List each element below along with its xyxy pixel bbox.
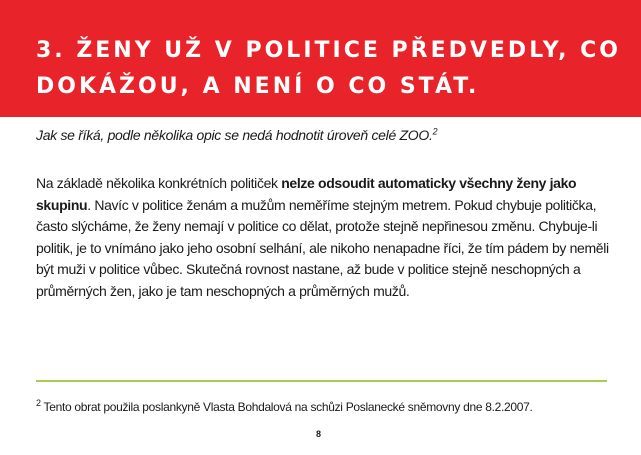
footnote bbox=[36, 398, 626, 416]
chapter-header bbox=[0, 0, 641, 117]
intro-quote bbox=[36, 125, 626, 145]
body-text-bold: nelze odsoudit automaticky všechny ženy jako skupinu bbox=[36, 175, 577, 213]
footnote-text: Tento obrat použila poslankyně Vlasta Bohdalová na schůzi Poslanecké sněmovny dne 8.2.2007. bbox=[43, 400, 533, 414]
page-number: 8 bbox=[316, 429, 322, 439]
body-text-part1: Na základě několika konkrétních političek bbox=[36, 175, 282, 191]
quote-text: Jak se říká, podle několika opic se nedá hodnotit úroveň celé ZOO. bbox=[36, 127, 433, 143]
footnote-divider bbox=[36, 380, 607, 382]
footnote-number: 2 bbox=[36, 398, 41, 408]
body-paragraph bbox=[36, 173, 611, 302]
chapter-title: 3. ŽENY UŽ V POLITICE PŘEDVEDLY, CO DOKÁŽOU, A NENÍ O CO STÁT. bbox=[36, 38, 621, 99]
body-text-part2: . Navíc v politice ženám a mužům neměříme stejným metrem. Pokud chybuje politička, často slýcháme, že ženy nemají v politice co dělat, protože stejně nepřinesou změnu. Chybuje-li politik, je to vnímáno jako jeho osobní selhání, ale nikoho nenapadne říci, že tím pádem by neměli být muži v politice vůbec. Skutečná rovnost nastane, až bude v politice stejně neschopných a průměrných žen, jako je tam neschopných a průměrných mužů. bbox=[36, 196, 609, 299]
footnote-reference: 2 bbox=[432, 126, 438, 137]
